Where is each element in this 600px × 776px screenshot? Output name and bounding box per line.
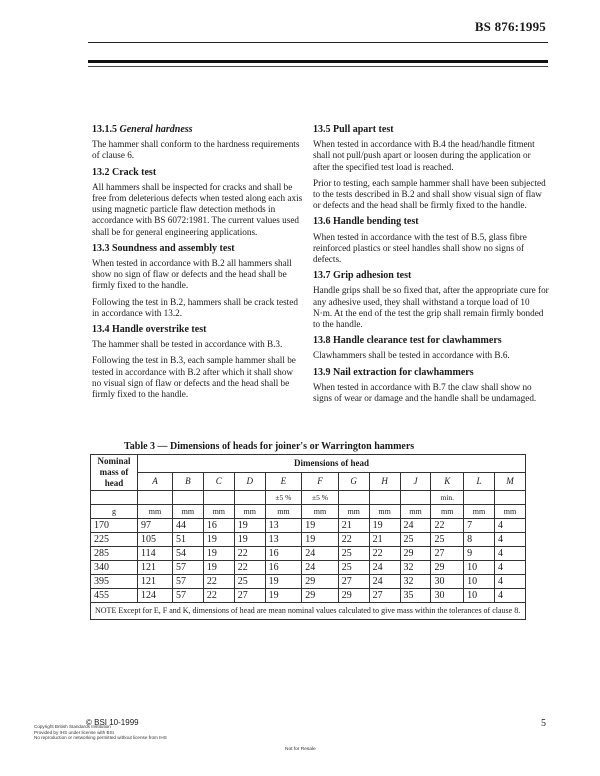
dimension-cell: 25	[338, 547, 369, 561]
copyright-line: Provided by IHS under license with BSI	[34, 729, 114, 735]
dimensions-group-header: Dimensions of head	[138, 455, 526, 473]
section-paragraph: When tested in accordance with B.2 all hammers shall show no sign of flaw or defects and the head shall be firmly fixed to the handle.	[92, 258, 292, 291]
dimension-cell: 44	[172, 519, 203, 533]
table-row	[91, 589, 526, 603]
section-paragraph: Handle grips shall be so fixed that, after the appropriate cure for any adhesive used, they shall withstand a torque load of 10 N·m. At the end of the test the grip shall remain firmly bonded to the handle.	[313, 285, 549, 330]
dimension-cell: 4	[494, 561, 525, 575]
header-rule-lower	[88, 66, 548, 67]
dimension-cell: 19	[265, 589, 302, 603]
dimension-cell: 30	[431, 575, 464, 589]
tolerance-cell: ±5 %	[302, 491, 339, 505]
dimension-cell: 97	[138, 519, 173, 533]
tolerance-cell	[138, 491, 173, 505]
section-heading	[313, 270, 549, 281]
dimension-cell: 121	[138, 561, 173, 575]
dimension-cell: 29	[338, 589, 369, 603]
table-row	[91, 533, 526, 547]
mass-unit: g	[91, 505, 138, 519]
dimension-cell: 29	[400, 547, 431, 561]
mass-cell: 225	[91, 533, 138, 547]
footer-copyright	[34, 724, 167, 741]
column-header-k: K	[431, 473, 464, 491]
section-heading	[92, 124, 304, 135]
section-title: Handle bending test	[333, 216, 419, 228]
section-title: Nail extraction for clawhammers	[333, 366, 474, 378]
dimension-cell: 4	[494, 547, 525, 561]
section-paragraph: Following the test in B.3, each sample hammer shall be tested in accordance with B.2 after which it shall show no visual sign of flaw or defects and the head shall be firmly fixed to the handle.	[92, 355, 296, 400]
unit-cell: mm	[138, 505, 173, 519]
table-row	[91, 561, 526, 575]
section-number: 13.3	[92, 242, 110, 254]
unit-cell: mm	[494, 505, 525, 519]
table-row	[91, 547, 526, 561]
dimension-cell: 10	[464, 561, 495, 575]
tolerance-cell	[464, 491, 495, 505]
dimension-cell: 27	[234, 589, 265, 603]
section-paragraph: The hammer shall conform to the hardness requirements of clause 6.	[92, 139, 300, 161]
section-number: 13.2	[92, 166, 110, 178]
section-paragraph: Clawhammers shall be tested in accordance with B.6.	[313, 350, 510, 361]
column-header-row	[91, 473, 526, 491]
dimension-cell: 19	[265, 575, 302, 589]
dimension-cell: 32	[400, 575, 431, 589]
dimension-cell: 13	[265, 519, 302, 533]
column-header-c: C	[203, 473, 234, 491]
dimension-cell: 29	[302, 589, 339, 603]
left-text-column	[92, 124, 304, 405]
dimension-cell: 54	[172, 547, 203, 561]
column-header-j: J	[400, 473, 431, 491]
dimension-cell: 24	[302, 561, 339, 575]
section-heading	[313, 335, 549, 346]
table-note: NOTE Except for E, F and K, dimensions of head are mean nominal values calculated to give mass within the tolerances of clause 8.	[91, 603, 526, 620]
section-heading	[92, 243, 304, 254]
section-title: Soundness and assembly test	[112, 242, 235, 254]
dimension-cell: 19	[203, 561, 234, 575]
tolerance-cell	[172, 491, 203, 505]
dimension-cell: 27	[369, 589, 400, 603]
header-rule-thick	[88, 60, 548, 63]
unit-cell: mm	[172, 505, 203, 519]
table-row	[91, 575, 526, 589]
dimension-cell: 29	[431, 561, 464, 575]
tolerance-cell	[203, 491, 234, 505]
section-number: 13.7	[313, 270, 331, 282]
dimension-cell: 21	[338, 519, 369, 533]
dimension-cell: 4	[494, 533, 525, 547]
column-header-d: D	[234, 473, 265, 491]
dimension-cell: 114	[138, 547, 173, 561]
unit-row	[91, 505, 526, 519]
unit-cell: mm	[400, 505, 431, 519]
dimension-cell: 22	[203, 589, 234, 603]
dimension-cell: 57	[172, 589, 203, 603]
section-paragraph: When tested in accordance with B.7 the claw shall show no signs of wear or damage and the handle shall be undamaged.	[313, 381, 537, 404]
column-header-m: M	[494, 473, 525, 491]
dimension-cell: 27	[431, 547, 464, 561]
dimension-cell: 22	[369, 547, 400, 561]
column-header-b: B	[172, 473, 203, 491]
dimension-cell: 19	[302, 533, 339, 547]
copyright-line: Copyright British Standards Institution	[34, 724, 111, 729]
section-number: 13.4	[92, 324, 110, 336]
section-number: 13.5	[313, 124, 331, 135]
tolerance-cell	[234, 491, 265, 505]
column-header-l: L	[464, 473, 495, 491]
column-header-h: H	[369, 473, 400, 491]
section-paragraph: The hammer shall be tested in accordance with B.3.	[92, 339, 283, 350]
unit-cell: mm	[431, 505, 464, 519]
section-paragraph: When tested in accordance with B.4 the head/handle fitment shall not pull/push apart or loosen during the application or after the specified test load is reached.	[313, 139, 535, 172]
table-title: Table 3 — Dimensions of heads for joiner's or Warrington hammers	[124, 441, 415, 452]
dimension-cell: 105	[138, 533, 173, 547]
footer-date: © BSI 10-1999	[86, 718, 139, 727]
dimension-cell: 7	[464, 519, 495, 533]
dimension-cell: 13	[265, 533, 302, 547]
mass-cell: 170	[91, 519, 138, 533]
dimension-cell: 22	[234, 547, 265, 561]
table-note-row	[91, 603, 526, 620]
dimension-cell: 57	[172, 575, 203, 589]
dimension-cell: 24	[302, 547, 339, 561]
dimension-cell: 16	[203, 519, 234, 533]
dimension-cell: 124	[138, 589, 173, 603]
dimension-cell: 19	[203, 547, 234, 561]
tolerance-cell	[338, 491, 369, 505]
dimension-cell: 32	[400, 561, 431, 575]
dimension-cell: 4	[494, 575, 525, 589]
section-paragraph: Following the test in B.2, hammers shall be crack tested in accordance with 13.2.	[92, 296, 298, 318]
dimensions-table	[90, 454, 526, 620]
section-title: General hardness	[119, 124, 193, 135]
section-title: Handle clearance test for clawhammers	[333, 335, 502, 347]
mass-cell: 340	[91, 561, 138, 575]
section-title: Grip adhesion test	[333, 270, 412, 282]
footer-resale: Not for Resale	[285, 747, 316, 752]
section-heading	[313, 216, 549, 227]
unit-cell: mm	[369, 505, 400, 519]
header-rule-thin	[88, 42, 548, 43]
dimension-cell: 25	[431, 533, 464, 547]
table-row	[91, 519, 526, 533]
section-heading	[92, 167, 304, 178]
dimension-cell: 22	[338, 533, 369, 547]
dimension-cell: 57	[172, 561, 203, 575]
dimension-cell: 8	[464, 533, 495, 547]
dimension-cell: 27	[338, 575, 369, 589]
section-number: 13.6	[313, 216, 331, 228]
dimension-cell: 25	[400, 533, 431, 547]
right-text-column	[313, 124, 549, 409]
dimension-cell: 22	[234, 561, 265, 575]
dimension-cell: 35	[400, 589, 431, 603]
dimension-cell: 25	[234, 575, 265, 589]
section-paragraph: When tested in accordance with the test of B.5, glass fibre reinforced plastics or steel handles shall show no signs of defects.	[313, 231, 527, 265]
unit-cell: mm	[464, 505, 495, 519]
dimension-cell: 121	[138, 575, 173, 589]
copyright-line: No reproduction or networking permitted without license from IHS	[34, 735, 167, 741]
section-number: 13.1.5	[92, 124, 117, 135]
dimension-cell: 19	[234, 519, 265, 533]
dimension-cell: 22	[431, 519, 464, 533]
unit-cell: mm	[265, 505, 302, 519]
unit-cell: mm	[302, 505, 339, 519]
dimension-cell: 19	[234, 533, 265, 547]
dimension-cell: 24	[369, 561, 400, 575]
dimension-cell: 51	[172, 533, 203, 547]
section-heading	[313, 124, 549, 135]
nominal-mass-header: Nominal mass of head	[91, 455, 138, 491]
dimension-cell: 19	[302, 519, 339, 533]
unit-cell: mm	[234, 505, 265, 519]
tolerance-cell	[369, 491, 400, 505]
dimension-cell: 4	[494, 519, 525, 533]
dimension-cell: 10	[464, 589, 495, 603]
tolerance-cell: min.	[431, 491, 464, 505]
dimension-cell: 16	[265, 547, 302, 561]
dimension-cell: 24	[369, 575, 400, 589]
section-title: Crack test	[112, 166, 157, 178]
column-header-e: E	[265, 473, 302, 491]
dimension-cell: 29	[302, 575, 339, 589]
mass-cell: 455	[91, 589, 138, 603]
unit-cell: mm	[203, 505, 234, 519]
section-number: 13.9	[313, 366, 331, 378]
dimension-cell: 4	[494, 589, 525, 603]
page-number: 5	[541, 718, 546, 729]
tolerance-row	[91, 491, 526, 505]
mass-cell: 395	[91, 575, 138, 589]
dimension-cell: 25	[338, 561, 369, 575]
dimension-cell: 24	[400, 519, 431, 533]
dimension-cell: 30	[431, 589, 464, 603]
dimension-cell: 19	[369, 519, 400, 533]
dimension-cell: 16	[265, 561, 302, 575]
section-paragraph: Prior to testing, each sample hammer shall have been subjected to the tests described in B.2 and shall show visual sign of flaw or defects and the head shall be firmly fixed to the handle.	[313, 177, 546, 211]
unit-cell: mm	[338, 505, 369, 519]
dimension-cell: 19	[203, 533, 234, 547]
column-header-f: F	[302, 473, 339, 491]
dimension-cell: 9	[464, 547, 495, 561]
mass-cell: 285	[91, 547, 138, 561]
dimension-cell: 22	[203, 575, 234, 589]
standard-reference: BS 876:1995	[474, 19, 546, 34]
tolerance-cell: ±5 %	[265, 491, 302, 505]
tolerance-cell	[400, 491, 431, 505]
section-paragraph: All hammers shall be inspected for cracks and shall be free from deleterious defects when tested along each axis using magnetic particle flaw detection methods in accordance with BS 6072:1981. The current values used shall be for general engineering applications.	[92, 181, 303, 237]
column-header-a: A	[138, 473, 173, 491]
dimension-cell: 21	[369, 533, 400, 547]
tolerance-cell	[494, 491, 525, 505]
section-title: Handle overstrike test	[112, 324, 207, 336]
dimension-cell: 10	[464, 575, 495, 589]
section-title: Pull apart test	[333, 124, 394, 135]
section-number: 13.8	[313, 335, 331, 347]
column-header-g: G	[338, 473, 369, 491]
section-heading	[313, 367, 549, 378]
section-heading	[92, 324, 304, 335]
